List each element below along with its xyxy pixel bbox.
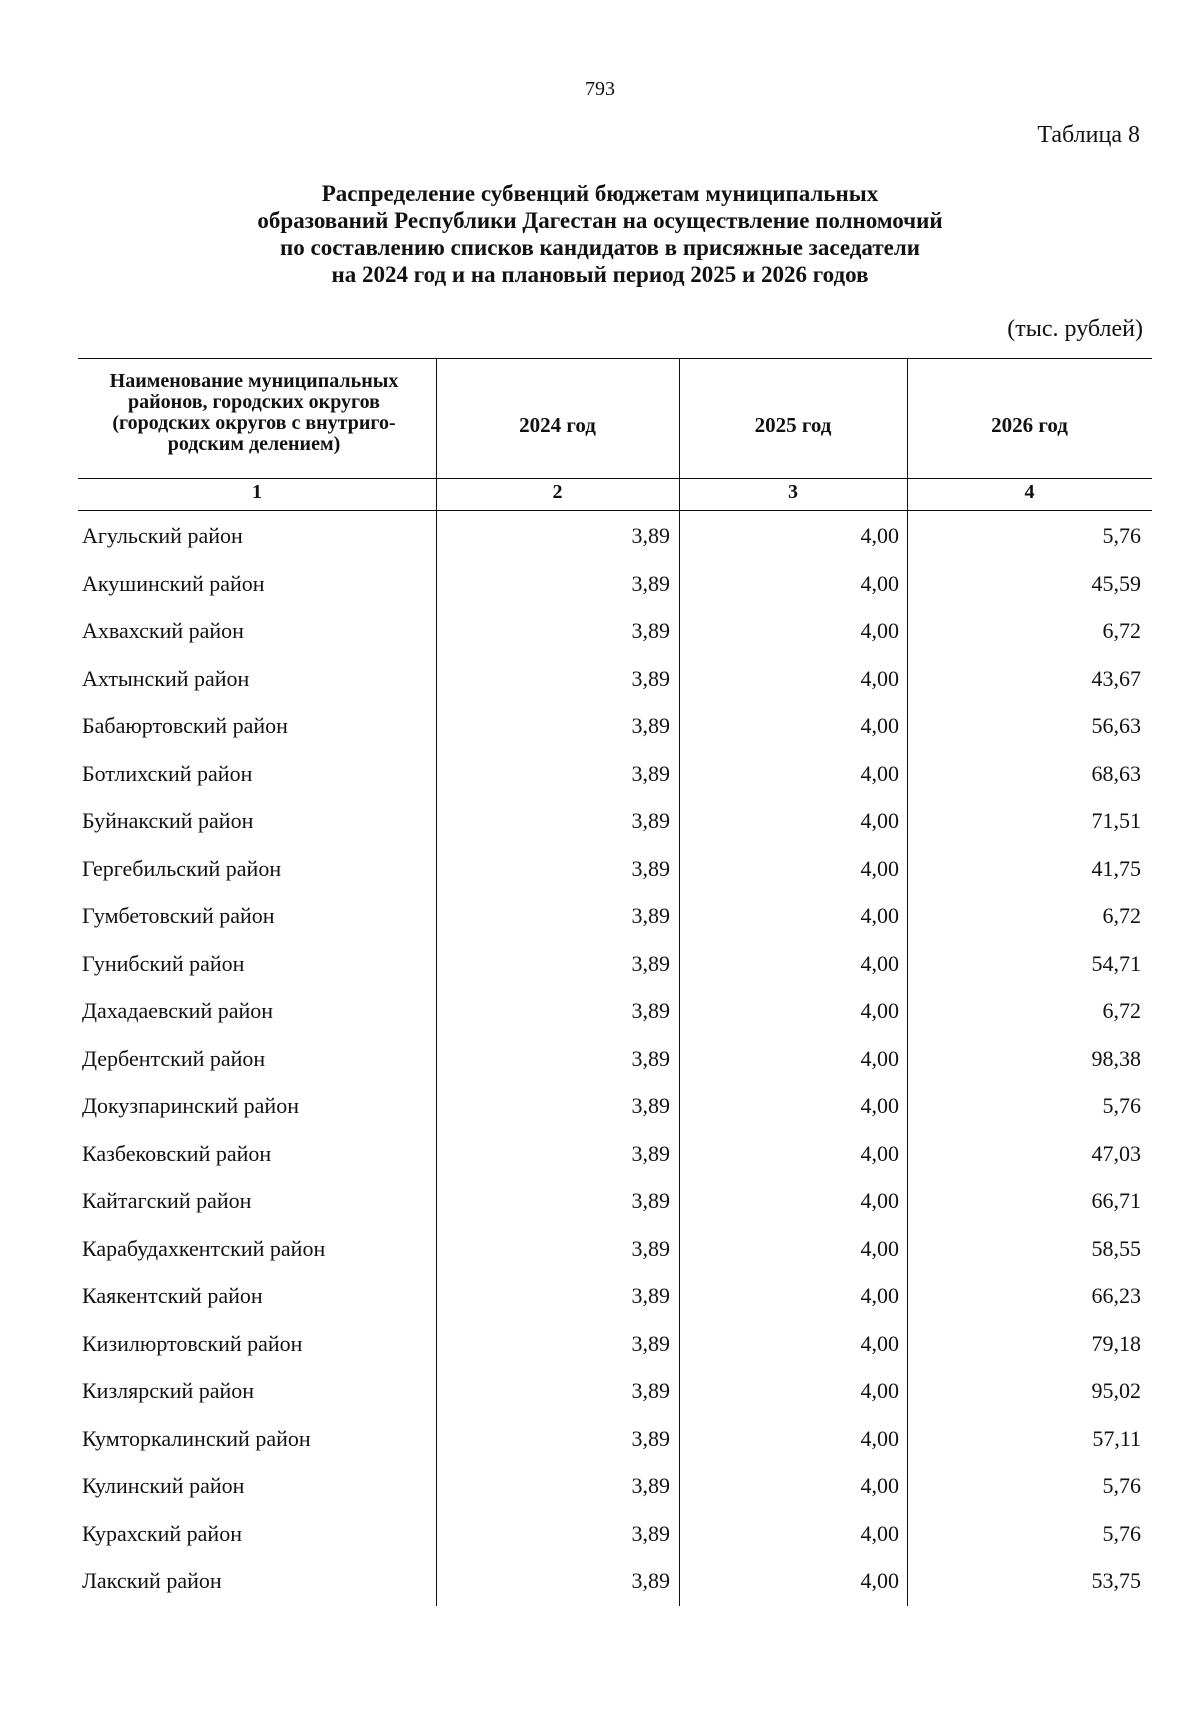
column-number: 1 [252,481,262,503]
district-name: Казбековский район [82,1140,272,1166]
value-2026: 45,59 [1091,570,1141,596]
table-row [0,1426,1200,1474]
value-2024: 3,89 [631,1520,670,1546]
header-bottom-rule [78,478,1152,479]
district-name: Кизилюртовский район [82,1330,303,1356]
district-name: Ахвахский район [82,618,244,643]
value-2025: 4,00 [860,1045,899,1071]
value-2025: 4,00 [860,1378,899,1403]
value-2025: 4,00 [860,1568,899,1593]
value-2025: 4,00 [860,618,899,643]
district-name: Кайтагский район [82,1188,252,1213]
value-2024: 3,89 [631,1473,670,1498]
value-2026: 56,63 [1091,713,1141,738]
value-2025: 4,00 [860,903,899,928]
value-2026: 71,51 [1091,808,1141,833]
title-line: по составлению списков кандидатов в присяжные заседатели [279,235,920,260]
table-row [0,903,1200,951]
header-year-2026: 2026 год [991,413,1068,437]
table-row [0,713,1200,761]
value-2024: 3,89 [631,855,670,881]
value-2024: 3,89 [631,1568,670,1593]
table-row [0,761,1200,809]
value-2024: 3,89 [631,1378,670,1403]
value-2026: 57,11 [1092,1425,1141,1451]
value-2024: 3,89 [631,1093,670,1118]
district-name: Гунибский район [82,950,245,976]
title-line: образований Республики Дагестан на осуществление полномочий [257,208,943,233]
table-row [0,808,1200,856]
value-2026: 79,18 [1091,1330,1141,1356]
table-row [0,571,1200,619]
district-name: Курахский район [82,1520,242,1546]
units-label: (тыс. рублей) [1007,316,1143,342]
district-name: Буйнакский район [82,808,254,833]
value-2025: 4,00 [860,1093,899,1118]
value-2024: 3,89 [631,1235,670,1261]
value-2025: 4,00 [860,998,899,1023]
title-line: Распределение субвенций бюджетам муниципальных [321,181,879,206]
table-row [0,1141,1200,1189]
district-name: Лакский район [82,1568,222,1593]
value-2026: 95,02 [1091,1378,1141,1403]
document-title [140,180,1060,288]
table-row [0,1046,1200,1094]
table-row [0,1331,1200,1379]
value-2026: 6,72 [1102,903,1141,928]
value-2024: 3,89 [631,1188,670,1213]
value-2025: 4,00 [860,808,899,833]
value-2024: 3,89 [631,1140,670,1166]
header-name-line: (городских округов с внутриго- [112,412,396,434]
district-name: Карабудахкентский район [82,1235,326,1261]
column-number-rule [78,510,1152,511]
value-2024: 3,89 [631,760,670,786]
district-name: Акушинский район [82,570,265,596]
district-name: Кумторкалинский район [82,1425,311,1451]
value-2025: 4,00 [860,665,899,691]
table-label: Таблица 8 [1037,122,1140,148]
column-number: 2 [552,481,563,503]
table-row [0,1093,1200,1141]
value-2026: 5,76 [1102,1473,1141,1498]
header-top-rule [78,358,1152,359]
value-2025: 4,00 [860,523,899,548]
value-2025: 4,00 [860,760,899,786]
value-2025: 4,00 [860,1425,899,1451]
value-2024: 3,89 [631,1283,670,1308]
value-2026: 43,67 [1091,665,1141,691]
value-2024: 3,89 [631,808,670,833]
table-row [0,1568,1200,1616]
table-row [0,1283,1200,1331]
value-2026: 6,72 [1102,998,1141,1023]
value-2026: 58,55 [1091,1235,1141,1261]
column-number: 4 [1024,481,1035,503]
value-2026: 47,03 [1091,1140,1141,1166]
table-row [0,523,1200,571]
header-year-2025: 2025 год [754,413,832,437]
header-name-column [78,371,430,455]
table-row [0,1188,1200,1236]
value-2026: 54,71 [1091,950,1141,976]
table-row [0,1236,1200,1284]
value-2026: 53,75 [1091,1568,1141,1593]
district-name: Кулинский район [82,1473,245,1498]
page-number: 793 [585,78,615,100]
value-2026: 6,72 [1102,618,1141,643]
value-2024: 3,89 [631,950,670,976]
header-name-line: родским делением) [167,433,341,455]
district-name: Гергебильский район [82,855,282,881]
value-2026: 66,71 [1091,1188,1141,1213]
value-2024: 3,89 [631,903,670,928]
value-2024: 3,89 [631,523,670,548]
table-row [0,618,1200,666]
value-2025: 4,00 [860,1140,899,1166]
table-row [0,1378,1200,1426]
title-line: на 2024 год и на плановый период 2025 и 2026 годов [331,262,869,287]
table-row [0,1473,1200,1521]
district-name: Докузпаринский район [82,1093,299,1118]
value-2026: 68,63 [1091,760,1141,786]
value-2024: 3,89 [631,570,670,596]
value-2024: 3,89 [631,665,670,691]
value-2026: 41,75 [1091,855,1141,881]
value-2025: 4,00 [860,1235,899,1261]
value-2025: 4,00 [860,1283,899,1308]
header-year-2024: 2024 год [519,413,596,437]
value-2025: 4,00 [860,570,899,596]
value-2025: 4,00 [860,1188,899,1213]
value-2026: 5,76 [1102,1093,1141,1118]
value-2025: 4,00 [860,1473,899,1498]
table-row [0,666,1200,714]
value-2024: 3,89 [631,713,670,738]
value-2026: 98,38 [1091,1045,1141,1071]
value-2025: 4,00 [860,855,899,881]
table-row [0,951,1200,999]
value-2024: 3,89 [631,1045,670,1071]
header-name-line: районов, городских округов [128,391,380,413]
value-2026: 5,76 [1102,1520,1141,1546]
table-row [0,1521,1200,1569]
table-row [0,856,1200,904]
table-row [0,998,1200,1046]
district-name: Ахтынский район [82,665,250,691]
value-2024: 3,89 [631,618,670,643]
district-name: Гумбетовский район [82,903,275,928]
district-name: Ботлихский район [82,760,253,786]
value-2025: 4,00 [860,1330,899,1356]
value-2025: 4,00 [860,1520,899,1546]
value-2026: 66,23 [1091,1283,1141,1308]
district-name: Каякентский район [82,1283,263,1308]
value-2025: 4,00 [860,713,899,738]
district-name: Бабаюртовский район [82,713,288,738]
district-name: Агульский район [82,523,243,548]
district-name: Дахадаевский район [82,998,274,1023]
district-name: Дербентский район [82,1045,266,1071]
value-2026: 5,76 [1102,523,1141,548]
value-2025: 4,00 [860,950,899,976]
district-name: Кизлярский район [82,1378,255,1403]
header-name-line: Наименование муниципальных [109,370,399,392]
value-2024: 3,89 [631,998,670,1023]
value-2024: 3,89 [631,1330,670,1356]
value-2024: 3,89 [631,1425,670,1451]
column-number: 3 [788,481,798,503]
